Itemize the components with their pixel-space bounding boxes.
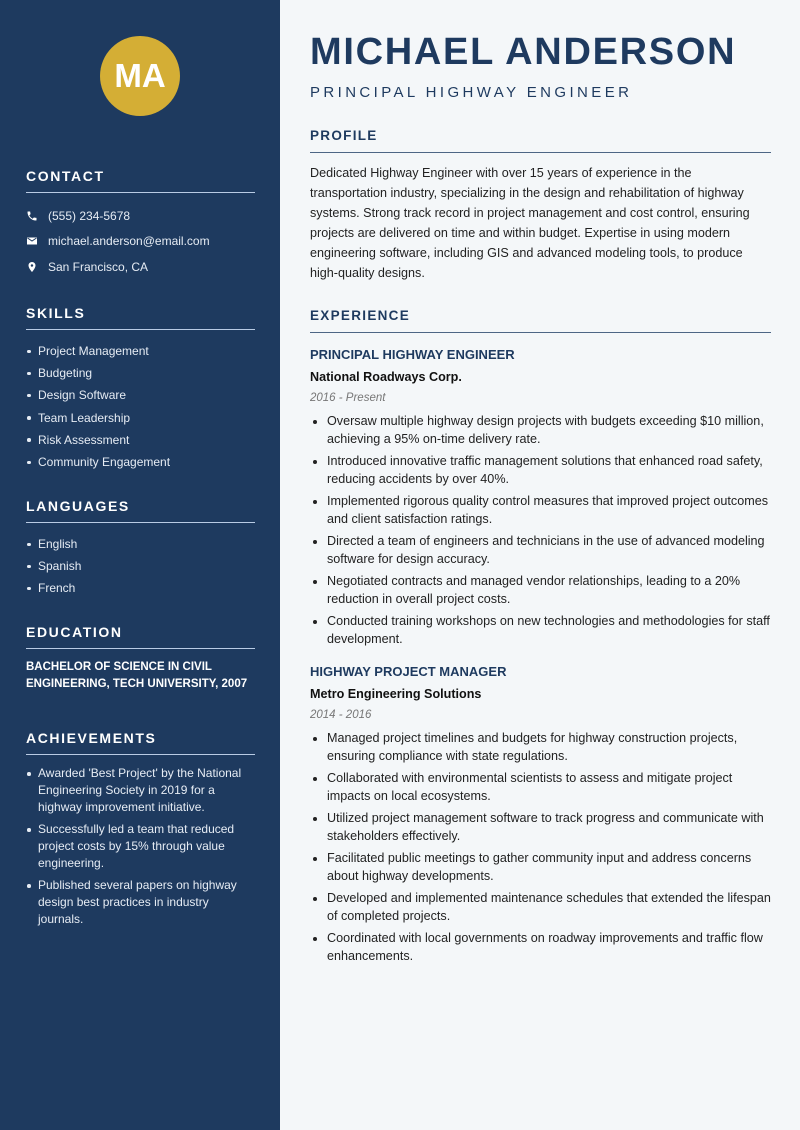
- languages-list: [26, 533, 255, 600]
- job-bullets: [310, 729, 771, 965]
- job-bullet: Negotiated contracts and managed vendor relationships, leading to a 20% reduction in overall project costs.: [310, 572, 771, 608]
- contact-email: [26, 229, 255, 255]
- job-bullet: Managed project timelines and budgets for highway construction projects, ensuring compliance with state regulations.: [310, 729, 771, 765]
- contact-phone: [26, 203, 255, 229]
- achievement-item: Awarded 'Best Project' by the National Engineering Society in 2019 for a highway improvement initiative.: [26, 765, 255, 816]
- experience-heading: EXPERIENCE: [310, 308, 771, 333]
- languages-heading: LANGUAGES: [26, 498, 255, 523]
- skill-item: Risk Assessment: [26, 429, 255, 451]
- skill-item: Project Management: [26, 340, 255, 362]
- contact-heading: CONTACT: [26, 168, 255, 193]
- avatar-initials: MA: [114, 57, 166, 94]
- language-item: Spanish: [26, 555, 255, 577]
- achievements-list: [26, 765, 255, 928]
- language-item: English: [26, 533, 255, 555]
- job-bullet: Oversaw multiple highway design projects with budgets exceeding $10 million, achieving a 95% on-time delivery rate.: [310, 412, 771, 448]
- skill-item: Community Engagement: [26, 451, 255, 473]
- job-title: HIGHWAY PROJECT MANAGER: [310, 664, 507, 679]
- job-bullet: Developed and implemented maintenance schedules that extended the lifespan of completed projects.: [310, 889, 771, 925]
- skills-section: [26, 305, 255, 473]
- achievement-item: Published several papers on highway design best practices in industry journals.: [26, 877, 255, 928]
- job-bullet: Implemented rigorous quality control measures that improved project outcomes and client satisfaction ratings.: [310, 492, 771, 528]
- location-text: San Francisco, CA: [48, 259, 149, 274]
- skills-heading: SKILLS: [26, 305, 255, 330]
- job-bullet: Conducted training workshops on new technologies and methodologies for staff development.: [310, 612, 771, 648]
- language-item: French: [26, 577, 255, 599]
- job-bullets: [310, 412, 771, 648]
- job-company: Metro Engineering Solutions: [310, 687, 482, 701]
- job-dates: 2016 - Present: [310, 392, 386, 404]
- location-pin-icon: [26, 261, 38, 273]
- job-bullet: Coordinated with local governments on roadway improvements and traffic flow enhancements.: [310, 929, 771, 965]
- job-bullet: Utilized project management software to track progress and communicate with stakeholders effectively.: [310, 809, 771, 845]
- profile-text: Dedicated Highway Engineer with over 15 years of experience in the transportation industry, specializing in the design and rehabilitation of highway systems. Strong track record in project management and cost control, ensuring projects are delivered on time and within budget. Expertise in using modern engineering software, including GIS and advanced modeling tools, to produce high-quality designs.: [310, 166, 750, 280]
- education-heading: EDUCATION: [26, 624, 255, 649]
- avatar: [100, 36, 180, 116]
- skills-list: [26, 340, 255, 473]
- job-bullet: Facilitated public meetings to gather community input and address concerns about highway developments.: [310, 849, 771, 885]
- candidate-title: PRINCIPAL HIGHWAY ENGINEER: [310, 84, 633, 101]
- languages-section: [26, 498, 255, 600]
- email-text[interactable]: michael.anderson@email.com: [48, 234, 210, 249]
- candidate-name: MICHAEL ANDERSON: [310, 31, 737, 73]
- skill-item: Budgeting: [26, 362, 255, 384]
- profile-section: [310, 128, 771, 283]
- phone-icon: [26, 210, 38, 222]
- job-entry: [310, 345, 771, 648]
- achievements-section: [26, 730, 255, 933]
- education-entry: BACHELOR OF SCIENCE IN CIVIL ENGINEERING, TECH UNIVERSITY, 2007: [26, 661, 248, 690]
- achievement-item: Successfully led a team that reduced project costs by 15% through value engineering.: [26, 821, 255, 872]
- email-icon: [26, 235, 38, 247]
- job-title: PRINCIPAL HIGHWAY ENGINEER: [310, 347, 515, 362]
- contact-location: [26, 254, 255, 280]
- profile-heading: PROFILE: [310, 128, 771, 153]
- education-section: [26, 624, 255, 693]
- contact-section: [26, 168, 255, 280]
- job-company: National Roadways Corp.: [310, 370, 462, 384]
- phone-text: (555) 234-5678: [48, 208, 131, 223]
- job-bullet: Directed a team of engineers and technicians in the use of advanced modeling software for design accuracy.: [310, 532, 771, 568]
- job-bullet: Introduced innovative traffic management solutions that enhanced road safety, reducing accidents by over 40%.: [310, 452, 771, 488]
- achievements-heading: ACHIEVEMENTS: [26, 730, 255, 755]
- job-dates: 2014 - 2016: [310, 709, 372, 721]
- experience-section: [310, 308, 771, 969]
- job-bullet: Collaborated with environmental scientists to assess and mitigate project impacts on local ecosystems.: [310, 769, 771, 805]
- skill-item: Team Leadership: [26, 407, 255, 429]
- sidebar: [0, 0, 280, 1130]
- job-entry: [310, 662, 771, 965]
- skill-item: Design Software: [26, 384, 255, 406]
